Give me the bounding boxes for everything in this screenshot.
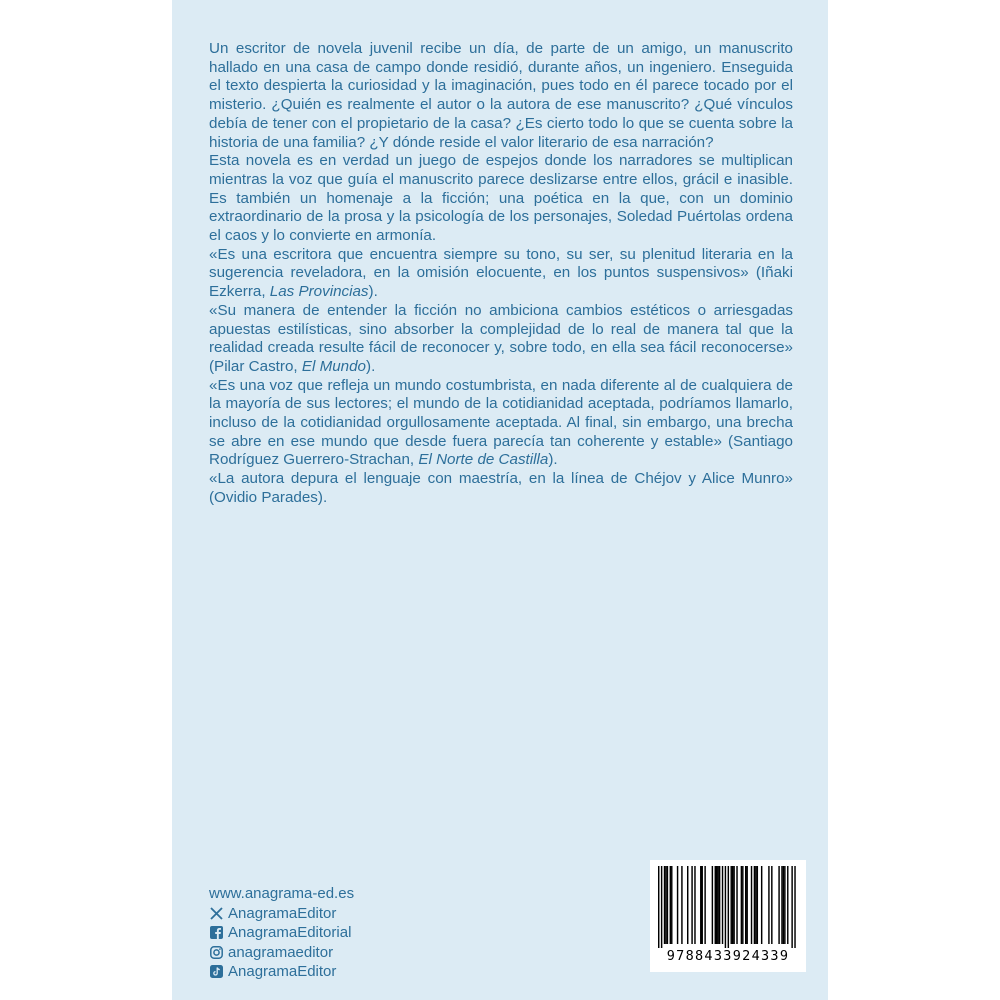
barcode-bar bbox=[712, 866, 713, 944]
barcode-bar bbox=[700, 866, 701, 944]
publisher-contacts bbox=[209, 884, 354, 982]
barcode-bar bbox=[755, 866, 756, 944]
barcode-bar bbox=[784, 866, 785, 944]
tiktok-handle[interactable] bbox=[209, 962, 354, 982]
barcode-bar bbox=[771, 866, 772, 944]
barcode-bar bbox=[768, 866, 769, 944]
barcode-bar bbox=[757, 866, 758, 944]
barcode-bar bbox=[722, 866, 723, 944]
barcode-bar bbox=[665, 866, 666, 944]
synopsis-paragraph: Un escritor de novela juvenil recibe un día, de parte de un amigo, un manuscrito hallado en una casa de campo donde residió, durante años, un ingeniero. Enseguida el texto despierta la curiosidad y la imaginación, pues todo en él parece tocado por el misterio. ¿Quién es realmente el autor o la autora de ese manuscrito? ¿Qué vínculos debía de tener con el propietario de la casa? ¿Es cierto todo lo que se cuenta sobre la historia de una familia? ¿Y dónde reside el valor literario de esa narración? bbox=[209, 40, 793, 151]
barcode-bar bbox=[694, 866, 695, 944]
facebook-handle[interactable] bbox=[209, 923, 354, 943]
barcode-bar bbox=[751, 866, 752, 944]
barcode-bar bbox=[725, 866, 726, 948]
barcode-bar bbox=[716, 866, 717, 944]
quote-text: «Su manera de entender la ficción no ambiciona cambios estéticos o arriesgadas apuestas estilísticas, sino absorber la complejidad de lo real de manera tal que la realidad creada resulte fácil de reconocer y, sobre todo, en ella sea fácil reconocerse» (Pilar Castro, bbox=[209, 301, 793, 375]
barcode-bar bbox=[691, 866, 692, 944]
barcode-bar bbox=[687, 866, 688, 944]
barcode-bar bbox=[731, 866, 732, 944]
review-quote bbox=[209, 302, 793, 377]
barcode-bar bbox=[742, 866, 743, 944]
isbn-barcode bbox=[650, 860, 806, 972]
barcode-bar bbox=[719, 866, 720, 944]
synopsis-paragraph: Esta novela es en verdad un juego de espejos donde los narradores se multiplican mientras la voz que guía el manuscrito parece deslizarse entre ellos, grácil e inasible. Es también un homenaje a la ficción; una poética en la que, con un dominio extraordinario de la prosa y la psicología de los personajes, Soledad Puértolas ordena el caos y lo convierte en armonía. bbox=[209, 152, 793, 245]
website-link[interactable] bbox=[209, 884, 354, 904]
barcode-bar bbox=[781, 866, 782, 944]
barcode-bar bbox=[761, 866, 762, 944]
barcode-bar bbox=[670, 866, 671, 944]
barcode-bar bbox=[746, 866, 747, 944]
barcode-bar bbox=[733, 866, 734, 944]
quote-source: El Mundo bbox=[301, 357, 367, 375]
barcode-bar bbox=[787, 866, 788, 944]
website-text: www.anagrama-ed.es bbox=[209, 885, 355, 902]
barcode-bar bbox=[704, 866, 705, 944]
quote-source: El Norte de Castilla bbox=[418, 451, 549, 469]
instagram-icon bbox=[209, 945, 223, 959]
barcode-bar bbox=[677, 866, 678, 944]
tiktok-handle-text: AnagramaEditor bbox=[228, 963, 337, 980]
barcode-bar bbox=[661, 866, 662, 948]
barcode-bar bbox=[732, 866, 733, 944]
barcode-bar bbox=[736, 866, 737, 944]
barcode-bar bbox=[783, 866, 784, 944]
x-handle-text: AnagramaEditor bbox=[228, 904, 337, 922]
quote-text: «Es una voz que refleja un mundo costumbrista, en nada diferente al de cualquiera de la mayoría de sus lectores; el mundo de la cotidianidad aceptada, podríamos llamarlo, incluso de la cotidianidad orgullosamente aceptada. Al final, sin embargo, una brecha se abre en ese mundo que desde fuera parecía tan coherente y estable» (Santiago Rodríguez Guerrero-Strachan, bbox=[209, 376, 793, 469]
barcode-bar bbox=[658, 866, 659, 948]
quote-end: ). bbox=[548, 451, 558, 469]
barcode-bar bbox=[728, 866, 729, 948]
barcode-bar bbox=[745, 866, 746, 944]
barcode-bar bbox=[754, 866, 755, 944]
back-cover-blurb bbox=[209, 40, 793, 508]
barcode-bar bbox=[717, 866, 718, 944]
x-logo-icon bbox=[209, 906, 223, 920]
barcode-bar bbox=[791, 866, 792, 948]
facebook-icon bbox=[209, 926, 223, 940]
quote-text: «Es una escritora que encuentra siempre su tono, su ser, su plenitud literaria en la sugerencia reveladora, en la omisión elocuente, en los puntos suspensivos» (Iñaki Ezkerra, bbox=[209, 245, 793, 301]
barcode-bar bbox=[664, 866, 665, 944]
barcode-bar bbox=[671, 866, 672, 944]
isbn-number: 9788433924339 bbox=[666, 948, 790, 964]
review-quote: «La autora depura el lenguaje con maestría, en la línea de Chéjov y Alice Munro» (Ovidio Parades). bbox=[209, 470, 793, 506]
x-handle[interactable] bbox=[209, 904, 354, 924]
quote-end: ). bbox=[368, 283, 378, 301]
facebook-handle-text: AnagramaEditorial bbox=[228, 924, 352, 941]
quote-end: ). bbox=[366, 357, 376, 375]
barcode-bar bbox=[681, 866, 682, 944]
quote-source: Las Provincias bbox=[269, 283, 369, 301]
barcode-bars bbox=[658, 866, 798, 948]
review-quote bbox=[209, 246, 793, 302]
review-quote bbox=[209, 377, 793, 471]
barcode-bar bbox=[794, 866, 795, 948]
barcode-bar bbox=[702, 866, 703, 944]
barcode-bar bbox=[667, 866, 668, 944]
barcode-bar bbox=[778, 866, 779, 944]
instagram-handle[interactable] bbox=[209, 943, 354, 963]
barcode-bar bbox=[715, 866, 716, 944]
barcode-bar bbox=[741, 866, 742, 944]
tiktok-icon bbox=[209, 965, 223, 979]
instagram-handle-text: anagramaeditor bbox=[228, 943, 334, 961]
